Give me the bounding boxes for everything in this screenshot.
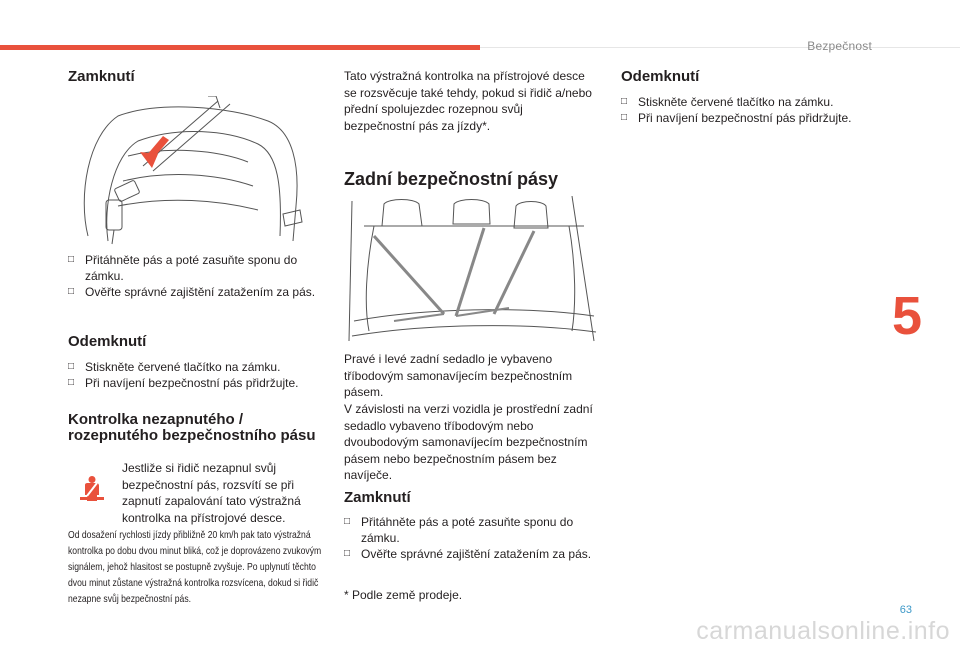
seatbelt-warning-icon <box>78 475 106 503</box>
list-item: □ Přitáhněte pás a poté zasuňte sponu do zámku. <box>68 253 298 283</box>
rear-lock-heading: Zamknutí <box>344 489 411 506</box>
lock-heading: Zamknutí <box>68 68 135 85</box>
list-item: □ Ověřte správné zajištění zatažením za pás. <box>344 547 592 561</box>
unlock-bullets <box>68 359 323 391</box>
checkbox-bullet-icon: □ <box>344 548 351 559</box>
checkbox-bullet-icon: □ <box>68 361 75 372</box>
list-item: □ Při navíjení bezpečnostní pás přidržujte. <box>68 376 299 390</box>
intro-paragraph: Tato výstražná kontrolka na přístrojové desce se rozsvěcuje také tehdy, pokud si řidič a/nebo přední spolujezdec rozepnou svůj bezpečnostní pás za jízdy*. <box>344 69 592 133</box>
checkbox-bullet-icon: □ <box>68 377 75 388</box>
front-seatbelt-illustration <box>68 96 320 246</box>
rear-paragraph-1: Pravé i levé zadní sedadlo je vybaveno tříbodovým samonavíjecím bezpečnostním pásem. <box>344 352 573 399</box>
page-number: 63 <box>899 604 912 616</box>
section-name: Bezpečnost <box>807 39 872 53</box>
chapter-number: 5 <box>892 286 923 346</box>
unlock-heading: Odemknutí <box>68 333 147 350</box>
rear-unlock-bullets <box>621 94 871 126</box>
warning-description: Jestliže si řidič nezapnul svůj bezpečnostní pás, rozsvítí se při zapnutí zapalování tato výstražná kontrolka na přístrojové desce. <box>122 461 301 525</box>
rear-seatbelt-illustration <box>344 196 600 346</box>
checkbox-bullet-icon: □ <box>621 96 628 107</box>
footnote: * Podle země prodeje. <box>344 588 463 602</box>
checkbox-bullet-icon: □ <box>344 516 351 527</box>
watermark: carmanualsonline.info <box>696 617 950 645</box>
checkbox-bullet-icon: □ <box>68 286 75 297</box>
list-item: □ Ověřte správné zajištění zatažením za pás. <box>68 285 316 299</box>
rear-lock-bullets <box>344 514 599 562</box>
checkbox-bullet-icon: □ <box>621 112 628 123</box>
rear-seatbelts-heading: Zadní bezpečnostní pásy <box>344 169 559 189</box>
header-accent-bar <box>0 45 480 50</box>
list-item: □ Přitáhněte pás a poté zasuňte sponu do zámku. <box>344 515 574 545</box>
list-item: □ Při navíjení bezpečnostní pás přidržujte. <box>621 111 852 125</box>
header-divider <box>480 47 960 48</box>
rear-paragraph-2: V závislosti na verzi vozidla je prostřední zadní sedadlo vybaveno tříbodovým nebo dvoubodovým samonavíjecím bezpečnostním pásem nebo bezpečnostním pásem bez navíječe. <box>344 402 593 482</box>
warning-note: Od dosažení rychlosti jízdy přibližně 20 km/h pak tato výstražná kontrolka po dobu dvou minut bliká, což je doprovázeno zvukovým signálem, jehož hlasitost se postupně zvyšuje. Po uplynutí těchto dvou minut zůstane výstražná kontrolka rozsvícena, dokud si řidič nezapne svůj bezpečnostní pás. <box>68 529 322 605</box>
rear-unlock-heading: Odemknutí <box>621 68 700 85</box>
warning-heading: Kontrolka nezapnutého / rozepnutého bezpečnostního pásu <box>68 411 316 444</box>
list-item: □ Stiskněte červené tlačítko na zámku. <box>68 360 281 374</box>
lock-bullets <box>68 252 323 300</box>
list-item: □ Stiskněte červené tlačítko na zámku. <box>621 95 834 109</box>
checkbox-bullet-icon: □ <box>68 254 75 265</box>
